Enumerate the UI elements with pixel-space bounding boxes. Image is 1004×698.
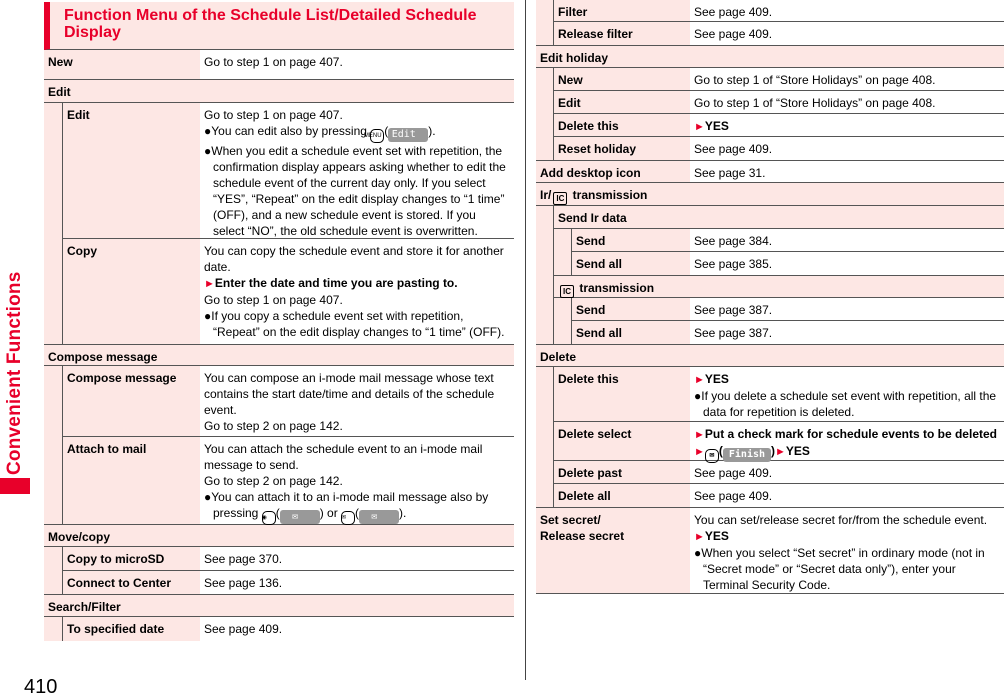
item-desc: See page 31.	[694, 166, 766, 180]
table-row	[554, 137, 1004, 160]
finish-softkey-icon: Finish	[723, 448, 771, 462]
item-desc: See page 384.	[694, 234, 773, 248]
arrow-icon: ►	[694, 446, 705, 458]
item-label: Copy to microSD	[63, 547, 200, 570]
chapter-marker	[0, 478, 30, 494]
section-title: Function Menu of the Schedule List/Detailed Schedule Display	[44, 2, 514, 50]
item-label: New	[554, 68, 690, 90]
arrow-icon: ►	[694, 374, 705, 386]
subgroup-header: IC transmission	[554, 275, 1004, 298]
item-desc: See page 370.	[204, 552, 283, 566]
item-desc: You can set/release secret for/from the schedule event. ►YES ●When you select “Set secret” in ordinary mode (not in “Secret mode” or “Secret data only”), enter your Terminal Security Code.	[694, 513, 988, 592]
bullet-icon: ●	[204, 309, 212, 323]
group-header: Delete	[536, 344, 1004, 367]
table-row	[554, 68, 1004, 91]
page-number: 410	[24, 676, 58, 698]
group-body	[44, 366, 514, 524]
chapter-side-tab	[0, 268, 32, 488]
group-header: Ir/ IC transmission	[536, 183, 1004, 206]
item-label: Edit	[63, 103, 200, 238]
group-header: Edit holiday	[536, 45, 1004, 68]
bullet-icon: ●	[694, 389, 702, 403]
table-row	[572, 298, 1004, 321]
item-label: Delete this	[554, 367, 690, 421]
item-label: Send	[572, 298, 690, 320]
bullet-icon: ●	[204, 144, 212, 158]
bullet-icon: ●	[694, 546, 702, 560]
item-label: Send all	[572, 321, 690, 344]
group-header: Compose message	[44, 344, 514, 366]
table-row	[572, 252, 1004, 275]
item-desc: You can copy the schedule event and store it for another date. ►Enter the date and time you are pasting to. Go to step 1 on page 407. ●If you copy a schedule event set with repetition, “Repeat” on the edit display changes to “1 time” (OFF).	[204, 244, 505, 339]
arrow-icon: ►	[775, 446, 786, 458]
item-label: Send all	[572, 252, 690, 275]
item-desc: ►Put a check mark for schedule events to be deleted ► ✉ ( Finish )►YES	[690, 422, 1004, 460]
item-label: Send	[572, 229, 690, 251]
right-column	[536, 0, 1004, 594]
item-label: To specified date	[63, 617, 200, 641]
item-desc: ►YES	[694, 119, 729, 133]
item-label: Delete this	[554, 114, 690, 136]
table-row	[63, 547, 514, 571]
table-row	[572, 229, 1004, 252]
table-row	[63, 571, 514, 594]
chapter-title: Convenient Functions	[4, 271, 25, 475]
table-row	[554, 461, 1004, 484]
group-header: Move/copy	[44, 524, 514, 547]
item-desc: You can attach the schedule event to an i-mode mail message to send. Go to step 2 on page 142. ●You can attach it to an i-mode mail message also by pressing ◉ ( ✉ ) or ✉ ( ✉ ).	[200, 437, 514, 524]
item-label: New	[44, 50, 200, 79]
table-row	[536, 507, 1004, 594]
item-label: Delete select	[554, 422, 690, 460]
item-label: Add desktop icon	[536, 161, 690, 182]
subgroup-header: Send Ir data	[554, 206, 1004, 229]
table-row	[536, 160, 1004, 183]
group-header: Edit	[44, 80, 514, 103]
ic-transmission-icon: IC	[553, 192, 567, 205]
item-label: Compose message	[63, 366, 200, 436]
group-body	[44, 617, 514, 641]
item-desc: ►YES ●If you delete a schedule set event with repetition, all the data for repetition is deleted.	[694, 372, 997, 419]
group-body	[536, 206, 1004, 344]
arrow-icon: ►	[694, 121, 705, 133]
item-desc: See page 409.	[694, 466, 773, 480]
arrow-icon: ►	[694, 429, 705, 441]
item-desc: See page 409.	[694, 142, 773, 156]
item-label: Attach to mail	[63, 437, 200, 524]
menu-key-icon: MENU	[370, 129, 384, 143]
bullet-icon: ●	[204, 124, 212, 138]
item-label: Reset holiday	[554, 137, 690, 160]
mail-softkey-icon: ✉	[359, 510, 399, 524]
table-row	[554, 22, 1004, 45]
item-label: Connect to Center	[63, 571, 200, 594]
table-row	[44, 50, 514, 80]
table-row	[554, 114, 1004, 137]
table-row	[63, 437, 514, 524]
item-label: Edit	[554, 91, 690, 113]
item-desc: See page 387.	[694, 303, 773, 317]
item-desc: See page 409.	[204, 622, 283, 636]
item-label: Filter	[554, 0, 690, 21]
group-body	[536, 68, 1004, 160]
table-row	[554, 0, 1004, 22]
item-desc: See page 387.	[694, 326, 773, 340]
group-body	[44, 547, 514, 594]
item-desc: Go to step 1 on page 407. ●You can edit also by pressing MENU ( Edit ). ●When you edit a schedule event set with repetition, the confirmation display appears asking whether to edit the schedule event of the current day only. If you select “YES”, “Repeat” on the edit display changes to “1 time” (OFF), and a new schedule event is stored. If you select “NO”, the old schedule event is overwritten.	[204, 108, 506, 238]
ic-transmission-icon: IC	[560, 285, 574, 298]
group-body	[536, 367, 1004, 507]
group-body	[44, 103, 514, 344]
item-desc: You can compose an i-mode mail message whose text contains the start date/time and details of the schedule event. Go to step 2 on page 142.	[204, 371, 495, 433]
item-desc: See page 385.	[694, 257, 773, 271]
item-desc: See page 136.	[204, 576, 283, 590]
item-desc: See page 409.	[694, 27, 773, 41]
mail-softkey-icon: ✉	[280, 510, 320, 524]
item-label: Delete past	[554, 461, 690, 483]
item-label: Release filter	[554, 22, 690, 45]
item-desc: Go to step 1 of “Store Holidays” on page 408.	[694, 73, 936, 87]
table-row	[63, 103, 514, 239]
table-row	[554, 422, 1004, 461]
group-body	[536, 0, 1004, 45]
item-desc: See page 409.	[694, 5, 773, 19]
table-row	[554, 367, 1004, 422]
table-row	[63, 239, 514, 344]
edit-softkey-icon: Edit	[388, 128, 428, 142]
item-desc: Go to step 1 of “Store Holidays” on page 408.	[694, 96, 936, 110]
mail-key-icon: ✉	[341, 511, 355, 525]
mail-key-icon: ✉	[705, 449, 719, 463]
bullet-icon: ●	[204, 490, 212, 504]
table-row	[554, 484, 1004, 507]
group-header: Search/Filter	[44, 594, 514, 617]
item-label: Delete all	[554, 484, 690, 507]
arrow-icon: ►	[694, 531, 705, 543]
table-row	[63, 617, 514, 641]
item-desc: Go to step 1 on page 407.	[204, 55, 343, 69]
arrow-icon: ►	[204, 278, 215, 290]
left-column	[44, 2, 514, 641]
item-desc: See page 409.	[694, 489, 773, 503]
column-divider	[525, 0, 526, 680]
item-label: Copy	[63, 239, 200, 344]
camera-key-icon: ◉	[262, 511, 276, 525]
table-row	[554, 91, 1004, 114]
table-row	[63, 366, 514, 437]
table-row	[572, 321, 1004, 344]
item-label: Set secret/ Release secret	[536, 508, 690, 593]
